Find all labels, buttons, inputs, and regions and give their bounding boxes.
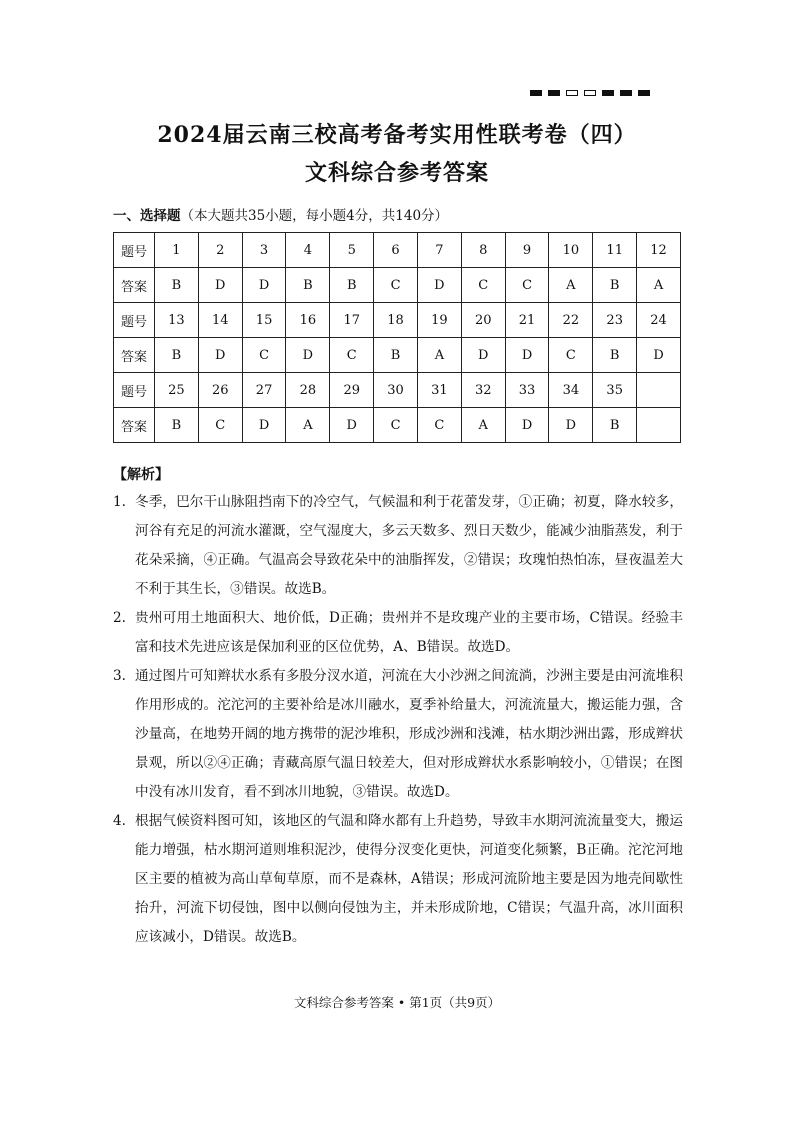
answer-cell: A	[417, 338, 461, 373]
answer-row	[114, 268, 681, 303]
answer-cell: D	[242, 268, 286, 303]
question-number-cell: 32	[461, 373, 505, 408]
question-number-cell: 18	[374, 303, 418, 338]
question-number-cell: 35	[593, 373, 637, 408]
question-number-cell: 11	[593, 233, 637, 268]
question-number-cell: 17	[330, 303, 374, 338]
item-text: 冬季，巴尔干山脉阻挡南下的冷空气，气候温和利于花蕾发芽，①正确；初夏，降水较多，河谷有充足的河流水灌溉，空气湿度大，多云天数多、烈日天数少，能减少油脂蒸发，利于花朵采摘，④正确。气温高会导致花朵中的油脂挥发，②错误；玫瑰怕热怕冻，昼夜温差大不利于其生长，③错误。故选B。	[135, 494, 683, 597]
answer-cell: D	[198, 268, 242, 303]
answer-cell: C	[330, 338, 374, 373]
page-subtitle: 文科综合参考答案	[304, 160, 489, 186]
answer-cell: B	[330, 268, 374, 303]
question-number-cell: 2	[198, 233, 242, 268]
mark-solid	[530, 90, 542, 96]
question-number-cell: 33	[505, 373, 549, 408]
question-number-cell: 8	[461, 233, 505, 268]
row-label: 题号	[114, 233, 155, 268]
section-note: （本大题共35小题，每小题4分，共140分）	[180, 208, 449, 224]
answer-cell: B	[593, 338, 637, 373]
question-number-cell	[637, 373, 681, 408]
answer-row	[114, 408, 681, 443]
answer-cell: C	[198, 408, 242, 443]
question-number-row	[114, 373, 681, 408]
mark-solid	[548, 90, 560, 96]
question-number-cell: 31	[417, 373, 461, 408]
question-number-cell: 22	[549, 303, 593, 338]
answer-cell: D	[505, 408, 549, 443]
answer-cell: B	[155, 268, 199, 303]
question-number-cell: 19	[417, 303, 461, 338]
answer-cell: D	[286, 338, 330, 373]
question-number-cell: 26	[198, 373, 242, 408]
answer-cell: D	[461, 338, 505, 373]
question-number-row	[114, 303, 681, 338]
answer-cell: C	[242, 338, 286, 373]
question-number-cell: 12	[637, 233, 681, 268]
item-number: 3.	[113, 668, 126, 684]
question-number-cell: 5	[330, 233, 374, 268]
row-label: 答案	[114, 268, 155, 303]
mark-solid	[620, 90, 632, 96]
answer-cell: B	[155, 338, 199, 373]
mark-hollow	[584, 90, 596, 96]
answer-cell: B	[593, 268, 637, 303]
list-item	[113, 662, 683, 807]
question-number-cell: 20	[461, 303, 505, 338]
answer-cell: C	[374, 268, 418, 303]
list-item	[113, 604, 683, 662]
header-marks	[530, 90, 650, 96]
answer-cell: D	[417, 268, 461, 303]
question-number-cell: 15	[242, 303, 286, 338]
item-text: 通过图片可知辫状水系有多股分汊水道，河流在大小沙洲之间流淌，沙洲主要是由河流堆积作用形成的。沱沱河的主要补给是冰川融水，夏季补给量大，河流流量大，搬运能力强，含沙量高，在地势开阔的地方携带的泥沙堆积，形成沙洲和浅滩，枯水期沙洲出露，形成辫状景观，所以②④正确；青藏高原气温日较差大，但对形成辫状水系影响较小，①错误；在图中没有冰川发育，看不到冰川地貌，③错误。故选D。	[135, 668, 683, 800]
question-number-cell: 25	[155, 373, 199, 408]
answer-cell: C	[461, 268, 505, 303]
answer-cell: C	[374, 408, 418, 443]
answer-cell: A	[549, 268, 593, 303]
question-number-cell: 30	[374, 373, 418, 408]
question-number-cell: 21	[505, 303, 549, 338]
question-number-cell: 4	[286, 233, 330, 268]
answer-cell: B	[155, 408, 199, 443]
answer-cell: A	[286, 408, 330, 443]
question-number-cell: 1	[155, 233, 199, 268]
question-number-cell: 24	[637, 303, 681, 338]
answer-cell: B	[593, 408, 637, 443]
question-number-cell: 3	[242, 233, 286, 268]
item-number: 4.	[113, 813, 126, 829]
mark-solid	[638, 90, 650, 96]
answer-cell: C	[417, 408, 461, 443]
row-label: 题号	[114, 373, 155, 408]
question-number-cell: 9	[505, 233, 549, 268]
answer-cell: C	[505, 268, 549, 303]
analysis-title: 【解析】	[113, 467, 169, 483]
answer-cell: C	[549, 338, 593, 373]
answer-cell: D	[637, 338, 681, 373]
question-number-cell: 27	[242, 373, 286, 408]
answer-cell: A	[637, 268, 681, 303]
answer-cell: D	[198, 338, 242, 373]
item-text: 根据气候资料图可知，该地区的气温和降水都有上升趋势，导致丰水期河流流量变大，搬运能力增强，枯水期河道则堆积泥沙，使得分汊变化更快，河道变化频繁，B正确。沱沱河地区主要的植被为高山草甸草原，而不是森林，A错误；形成河流阶地主要是因为地壳间歇性抬升，河流下切侵蚀，图中以侧向侵蚀为主，并未形成阶地，C错误；气温升高，冰川面积应该减小，D错误。故选B。	[135, 813, 683, 945]
question-number-cell: 13	[155, 303, 199, 338]
answer-cell	[637, 408, 681, 443]
answer-cell: A	[461, 408, 505, 443]
question-number-cell: 16	[286, 303, 330, 338]
analysis-list	[113, 488, 683, 952]
section-head: 一、选择题	[113, 208, 181, 224]
question-number-cell: 10	[549, 233, 593, 268]
question-number-cell: 23	[593, 303, 637, 338]
answer-cell: D	[505, 338, 549, 373]
question-number-cell: 6	[374, 233, 418, 268]
row-label: 题号	[114, 303, 155, 338]
answer-cell: D	[330, 408, 374, 443]
question-number-cell: 14	[198, 303, 242, 338]
answer-cell: B	[374, 338, 418, 373]
answer-cell: B	[286, 268, 330, 303]
item-text: 贵州可用土地面积大、地价低，D正确；贵州并不是玫瑰产业的主要市场，C错误。经验丰富和技术先进应该是保加利亚的区位优势，A、B错误。故选D。	[135, 610, 683, 655]
page-title: 2024届云南三校高考备考实用性联考卷（四）	[157, 122, 637, 148]
question-number-cell: 34	[549, 373, 593, 408]
mark-hollow	[566, 90, 578, 96]
question-number-cell: 29	[330, 373, 374, 408]
answer-row	[114, 338, 681, 373]
question-number-cell: 7	[417, 233, 461, 268]
question-number-row	[114, 233, 681, 268]
row-label: 答案	[114, 338, 155, 373]
answer-cell: D	[549, 408, 593, 443]
answer-table	[113, 232, 681, 443]
item-number: 2.	[113, 610, 126, 626]
page-footer: 文科综合参考答案 • 第1页（共9页）	[293, 995, 501, 1010]
list-item	[113, 488, 683, 604]
list-item	[113, 807, 683, 952]
item-number: 1.	[113, 494, 126, 510]
answer-cell: D	[242, 408, 286, 443]
question-number-cell: 28	[286, 373, 330, 408]
row-label: 答案	[114, 408, 155, 443]
mark-solid	[602, 90, 614, 96]
section-heading	[113, 204, 448, 224]
